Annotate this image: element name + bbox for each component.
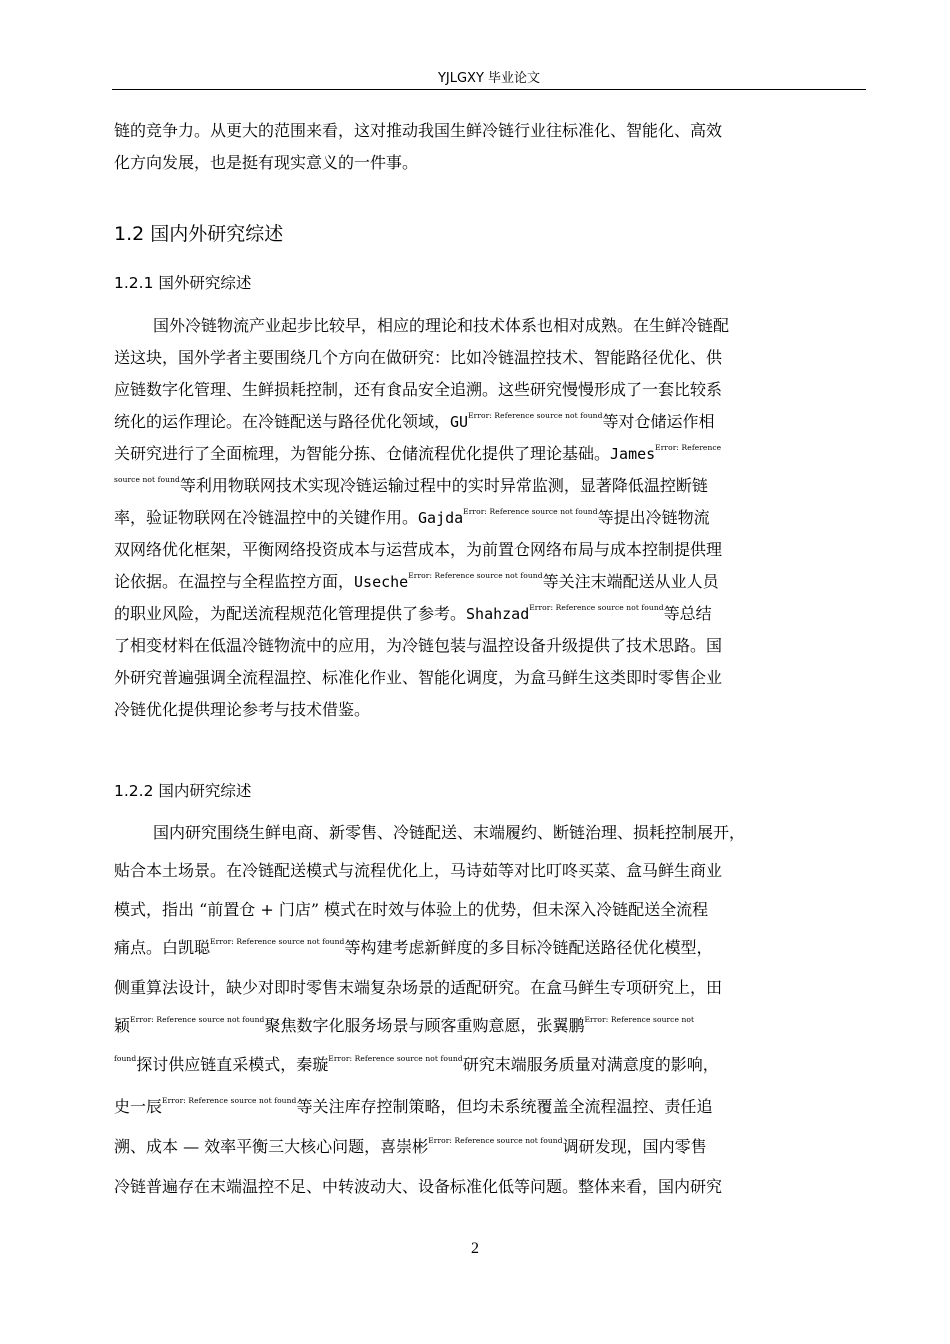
citation-error: Error: Reference [655, 443, 722, 452]
text-run: 率，验证物联网在冷链温控中的关键作用。 [114, 508, 419, 527]
paragraph-line: 冷链普遍存在末端温控不足、中转波动大、设备标准化低等问题。整体来看，国内研究 [114, 1177, 723, 1196]
citation-error: Error: Reference source not found [463, 507, 598, 516]
citation-error: Error: Reference source not found [130, 1015, 265, 1024]
text-run: 研究末端服务质量对满意度的影响， [462, 1055, 719, 1074]
paragraph-line [114, 1136, 707, 1158]
author-name: Gajda [418, 509, 464, 527]
citation-error: Error: Reference source not found [328, 1054, 463, 1063]
text-run: 颖 [114, 1016, 131, 1035]
paragraph-line: 了相变材料在低温冷链物流中的应用，为冷链包装与温控设备升级提供了技术思路。国 [114, 636, 723, 655]
text-run: 的职业风险，为配送流程规范化管理提供了参考。 [114, 604, 467, 623]
page-number: 2 [471, 1240, 479, 1257]
text-run: 等总结 [663, 604, 712, 623]
paragraph-line [114, 1015, 694, 1037]
paragraph-line: 国内研究围绕生鲜电商、新零售、冷链配送、末端履约、断链治理、损耗控制展开， [153, 823, 746, 842]
paragraph-line: 国外冷链物流产业起步比较早，相应的理论和技术体系也相对成熟。在生鲜冷链配 [153, 316, 730, 335]
author-name: James [610, 445, 656, 463]
paragraph-line [114, 937, 712, 959]
paragraph-line: 贴合本土场景。在冷链配送模式与流程优化上，马诗茹等对比叮咚买菜、盒马鲜生商业 [114, 861, 723, 880]
text-run: 等关注末端配送从业人员 [542, 572, 719, 591]
citation-error: Error: Reference source not found [428, 1136, 563, 1145]
citation-error: Error: Reference source not found [210, 937, 345, 946]
text-run: 等利用物联网技术实现冷链运输过程中的实时异常监测，显著降低温控断链 [179, 476, 708, 495]
citation-error: found [114, 1054, 137, 1063]
section-heading-1-2-2: 1.2.2 国内研究综述 [114, 782, 252, 800]
text-run: 关研究进行了全面梳理，为智能分拣、仓储流程优化提供了理论基础。 [114, 444, 611, 463]
citation-error: Error: Reference source not found [468, 411, 603, 420]
text-run: 探讨供应链直采模式，秦璇 [136, 1055, 329, 1074]
running-header: YJLGXY 毕业论文 [437, 71, 541, 86]
citation-error: Error: Reference source not [584, 1015, 695, 1024]
paragraph-line: 应链数字化管理、生鲜损耗控制，还有食品安全追溯。这些研究慢慢形成了一套比较系 [114, 380, 723, 399]
paragraph-line [114, 411, 715, 433]
text-run: 等关注库存控制策略，但均未系统覆盖全流程温控、责任追 [296, 1097, 713, 1116]
text-run: 论依据。在温控与全程监控方面， [114, 572, 355, 591]
paragraph-line: 侧重算法设计，缺少对即时零售末端复杂场景的适配研究。在盒马鲜生专项研究上，田 [114, 978, 723, 997]
paragraph-line [114, 1096, 712, 1118]
citation-error: source not found [114, 475, 180, 484]
text-run: 溯、成本 — 效率平衡三大核心问题，喜崇彬 [114, 1137, 429, 1156]
paragraph-line [114, 443, 721, 465]
text-run: 调研发现，国内零售 [562, 1137, 707, 1156]
paragraph-line: 链的竞争力。从更大的范围来看，这对推动我国生鲜冷链行业往标准化、智能化、高效 [114, 121, 723, 140]
paragraph-line: 双网络优化框架，平衡网络投资成本与运营成本，为前置仓网络布局与成本控制提供理 [114, 540, 723, 559]
paragraph-line: 模式，指出 “前置仓 + 门店” 模式在时效与体验上的优势，但未深入冷链配送全流程 [114, 900, 709, 919]
text-run: 痛点。白凯聪 [114, 938, 211, 957]
section-heading-1-2: 1.2 国内外研究综述 [114, 223, 284, 245]
text-run: 等对仓储运作相 [602, 412, 715, 431]
text-run: 等构建考虑新鲜度的多目标冷链配送路径优化模型， [344, 938, 713, 957]
citation-error: Error: Reference source not found [529, 603, 664, 612]
citation-error: Error: Reference source not found [162, 1096, 297, 1105]
paragraph-line: 送这块，国外学者主要围绕几个方向在做研究：比如冷链温控技术、智能路径优化、供 [114, 348, 723, 367]
paragraph-line [114, 507, 710, 529]
section-heading-1-2-1: 1.2.1 国外研究综述 [114, 274, 252, 292]
text-run: 统化的运作理论。在冷链配送与路径优化领域， [114, 412, 451, 431]
paragraph-line [114, 475, 708, 497]
paragraph-line: 化方向发展，也是挺有现实意义的一件事。 [114, 153, 419, 172]
paragraph-line: 外研究普遍强调全流程温控、标准化作业、智能化调度，为盒马鲜生这类即时零售企业 [114, 668, 723, 687]
author-name: GU [450, 413, 469, 431]
text-run: 聚焦数字化服务场景与顾客重购意愿，张翼鹏 [264, 1016, 585, 1035]
author-name: Shahzad [466, 605, 530, 623]
text-run: 史一辰 [114, 1097, 163, 1116]
paragraph-line [114, 571, 719, 593]
citation-error: Error: Reference source not found [408, 571, 543, 580]
author-name: Useche [354, 573, 409, 591]
paragraph-line [114, 1054, 719, 1076]
text-run: 等提出冷链物流 [597, 508, 710, 527]
paragraph-line: 冷链优化提供理论参考与技术借鉴。 [114, 700, 371, 719]
paragraph-line [114, 603, 712, 625]
